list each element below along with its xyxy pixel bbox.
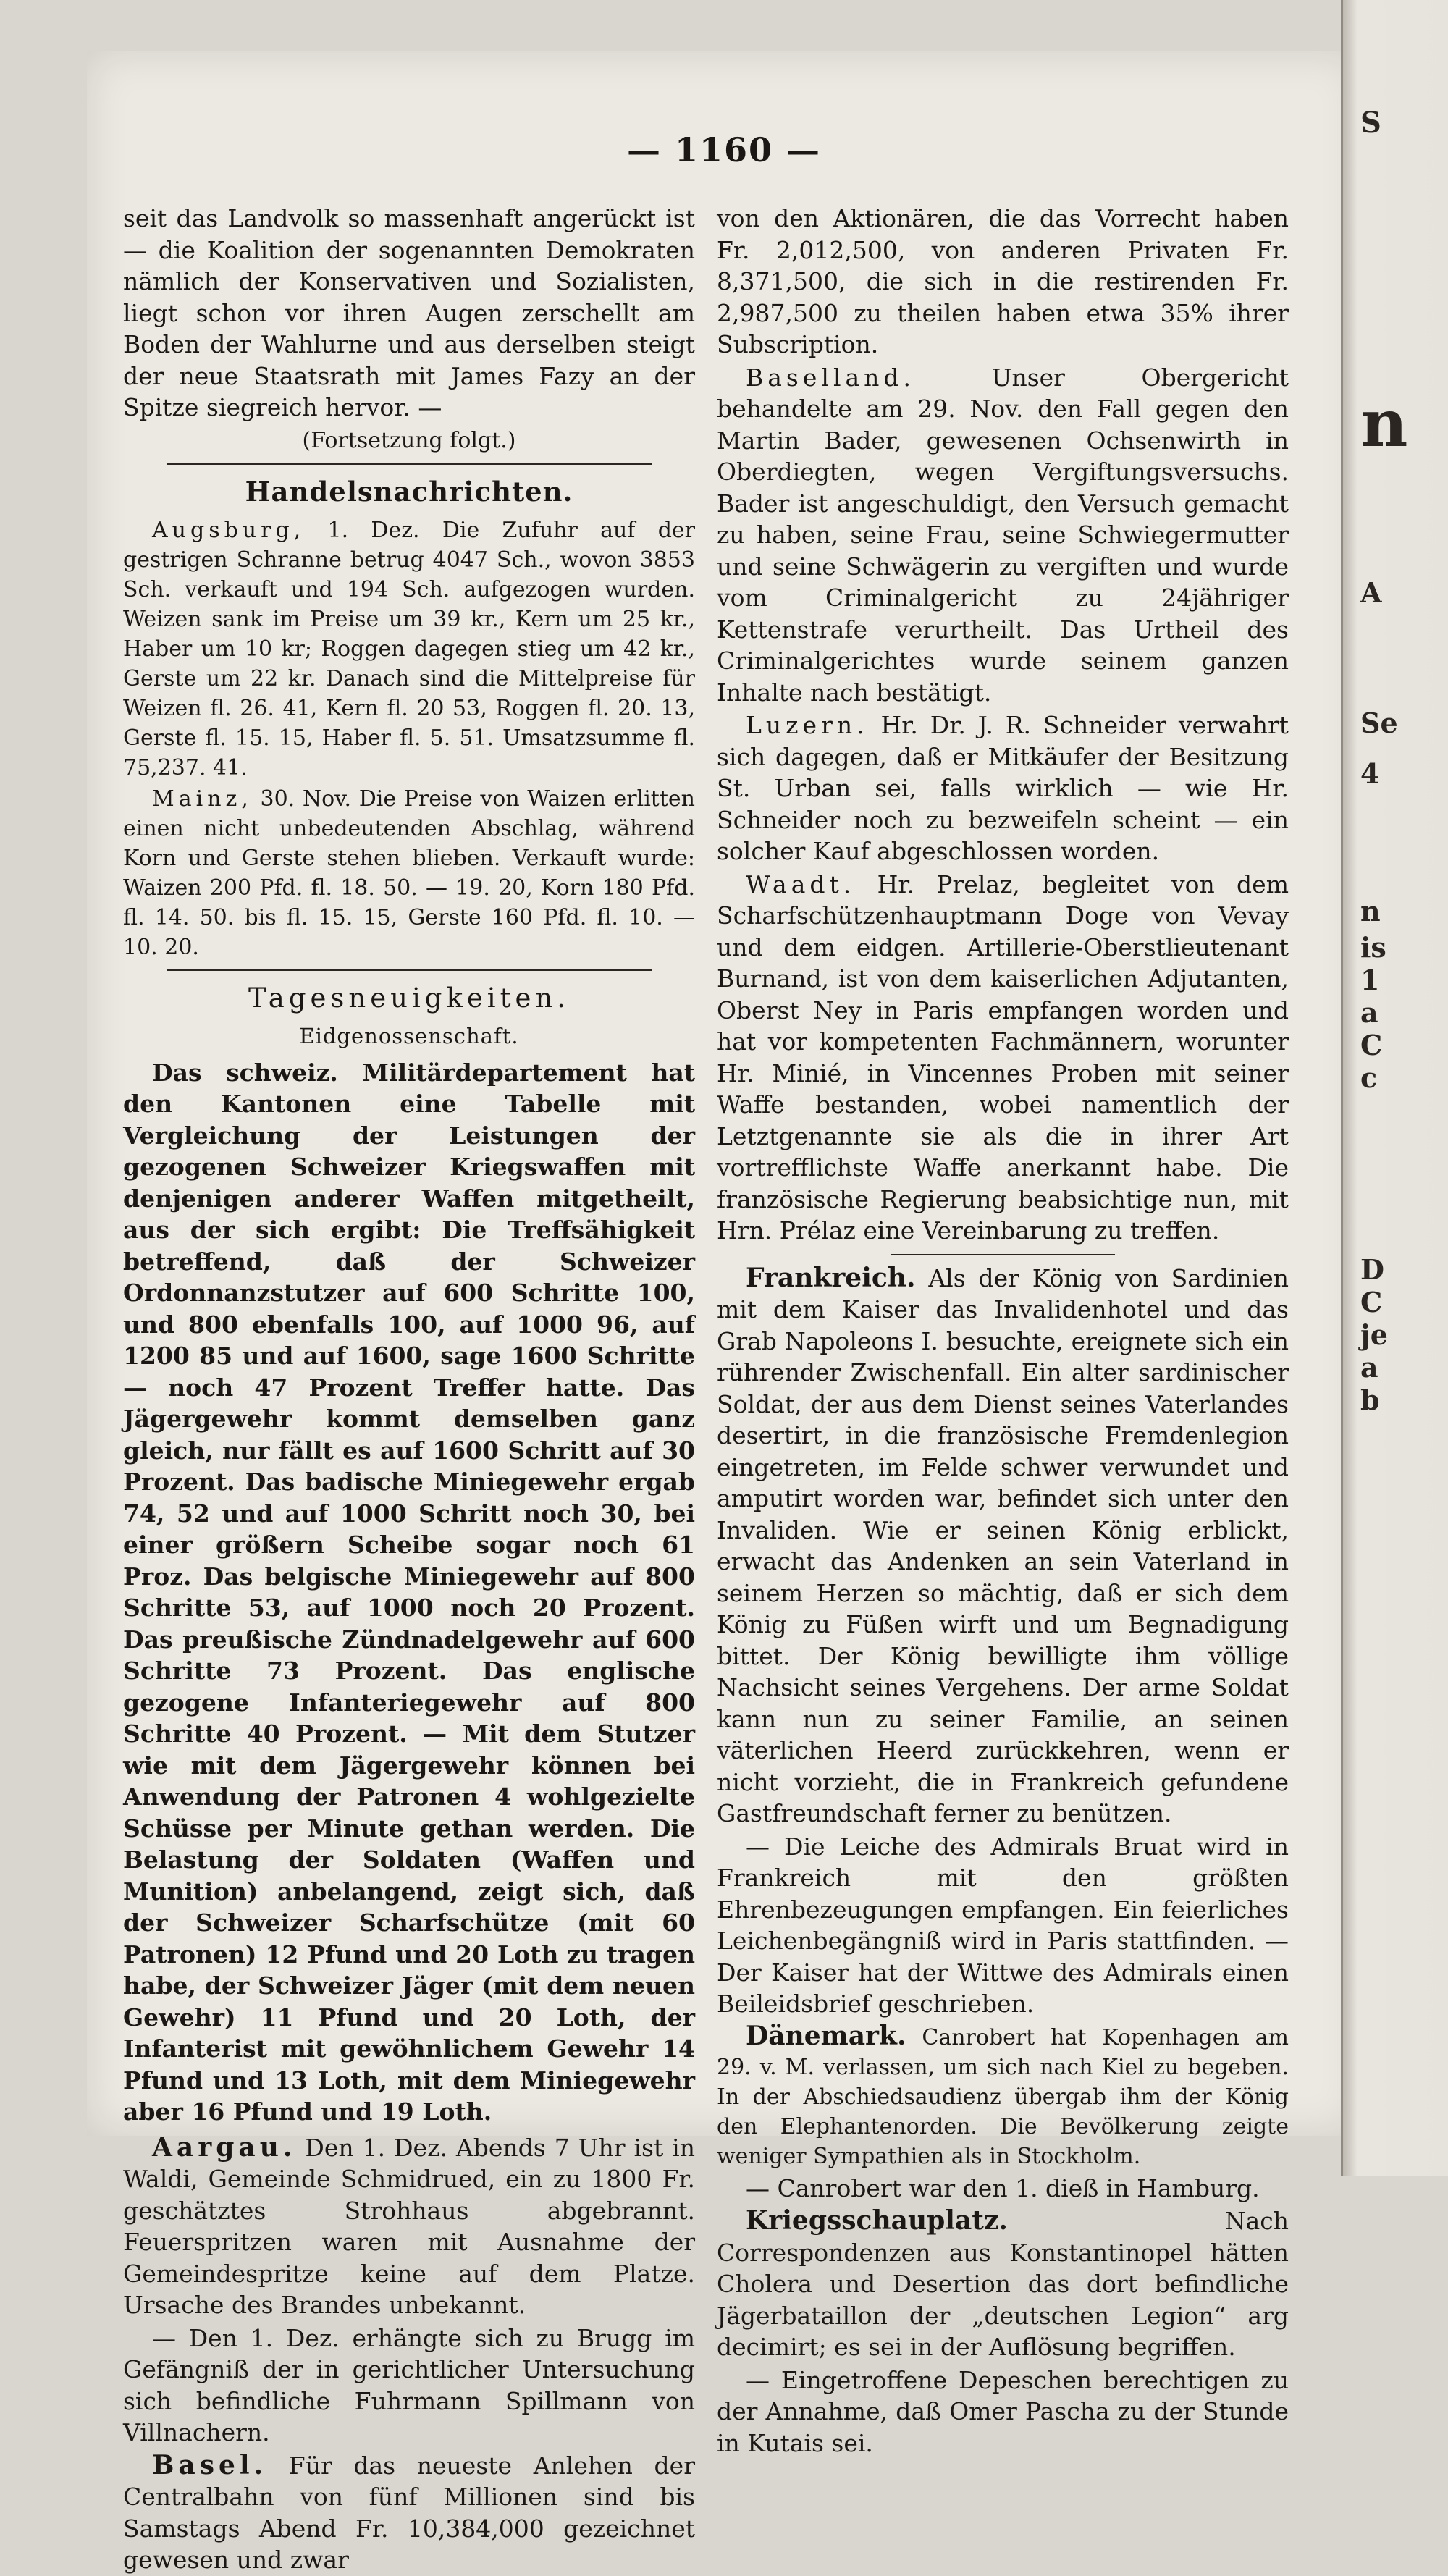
luzern-article — [717, 710, 1289, 867]
frag-3: Se — [1360, 707, 1398, 739]
waadt-place: Waadt. — [746, 870, 856, 898]
section-news-heading: Tagesneuigkeiten. — [248, 982, 570, 1014]
waadt-article — [717, 869, 1289, 1247]
france-text: Als der König von Sardinien mit dem Kaiser das Invalidenhotel und das Grab Napoleons I. besuchte, ereignete sich ein rührender Zwischenfall. Ein alter sardinischer Soldat, der aus dem Dienst seines Vaterlandes desertirt, in die französische Fremdenlegion eingetreten, im Felde schwer verwundet und amputirt worden war, befindet sich unter den Invaliden. Wie er seinen König erblickt, erwacht das Andenken an sein Vaterland in seinem Herzen so mächtig, daß er sich dem König zu Füßen wirft und um Begnadigung bittet. Der König bewilligte ihm völlige Nachsicht seines Vergehens. Der arme Soldat kann nun zu seiner Familie, an seinen väterlichen Heerd zurückkehren, wenn er nicht vorzieht, die in Frankreich gefundene Gastfreundschaft ferner zu benützen. — [717, 1263, 1289, 1827]
france-article — [717, 1263, 1289, 1830]
aargau-text: Den 1. Dez. Abends 7 Uhr ist in Waldi, Gemeinde Schmidrued, ein zu 1800 Fr. geschätztes Strohhaus abgebrannt. Feuerspritzen waren mit Ausnahme der Gemeindespritze keine auf dem Platze. Ursache des Brandes unbekannt. — [123, 2133, 695, 2319]
bruat-article: — Die Leiche des Admirals Bruat wird in Frankreich mit den größten Ehrenbezeugungen empfangen. Ein feierliches Leichenbegängniß wird in Paris stattfinden. — Der Kaiser hat der Wittwe des Admirals einen Beileidsbrief geschrieben. — [717, 1832, 1289, 2018]
subsection-heading: Eidgenossenschaft. — [299, 1024, 519, 1048]
frag-14: a — [1360, 1351, 1378, 1384]
continuation-text: seit das Landvolk so massenhaft angerückt ist — die Koalition der sogenannten Demokraten nämlich der Konservativen und Sozialisten, liegt schon vor ihren Augen zerschellt am Boden der Wahlurne und aus derselben steigt der neue Staatsrath mit James Fazy an der Spitze siegreich hervor. — — [123, 204, 695, 421]
basel-place: Basel. — [152, 2449, 268, 2480]
frag-5: n — [1360, 895, 1381, 927]
section-trade-heading: Handelsnachrichten. — [245, 476, 573, 508]
augsburg-article — [123, 515, 695, 783]
page-number: — 1160 — — [626, 130, 822, 169]
basel-continuation: von den Aktionären, die das Vorrecht haben Fr. 2,012,500, von anderen Privaten Fr. 8,371,500, die sich in die restirenden Fr. 2,987,500 zu theilen haben etwa 35% ihrer Subscription. — [717, 204, 1289, 358]
denmark-text: Canrobert hat Kopenhagen am 29. v. M. verlassen, um sich nach Kiel zu begeben. In der Abschiedsaudienz übergab ihm der König den Elephantenorden. Die Bevölkerung zeigte weniger Sympathien als in Stockholm. — [717, 2024, 1289, 2169]
aargau-place: Aargau. — [152, 2131, 297, 2163]
baselland-article — [717, 362, 1289, 709]
basel-article — [123, 2450, 695, 2576]
frag-0: S — [1360, 106, 1381, 140]
adjacent-page-fragment — [1341, 0, 1448, 2176]
frag-13: je — [1360, 1318, 1388, 1351]
frag-7: 1 — [1360, 964, 1380, 996]
frag-10: c — [1360, 1061, 1378, 1094]
war-place: Kriegsschauplatz. — [746, 2205, 1008, 2236]
denmark-place: Dänemark. — [746, 2020, 906, 2051]
baselland-text: Unser Obergericht behandelte am 29. Nov. den Fall gegen den Martin Bader, gewesenen Ochsenwirth in Oberdiegten, wegen Vergiftungsversuchs. Bader ist angeschuldigt, den Versuch gemacht zu haben, seine Frau, seine Schwiegermutter und seine Schwägerin zu vergiften und wurde vom Criminalgericht zu 24jähriger Kettenstrafe verurtheilt. Das Urtheil des Criminalgerichtes wurde seinem ganzen Inhalte nach bestätigt. — [717, 363, 1289, 707]
newspaper-page — [87, 51, 1361, 2574]
frag-11: D — [1360, 1253, 1384, 1286]
frag-1: n — [1360, 385, 1408, 462]
aargau-article — [123, 2132, 695, 2321]
right-column — [717, 203, 1289, 2457]
war-text: Nach Correspondenzen aus Konstantinopel hätten Cholera und Desertion das dort befindliche Jägerbataillon der „deutschen Legion“ arg decimirt; es sei in der Auflösung begriffen. — [717, 2207, 1289, 2361]
frag-2: A — [1360, 576, 1382, 609]
augsburg-place: Augsburg, — [152, 517, 306, 543]
augsburg-text: 1. Dez. Die Zufuhr auf der gestrigen Schranne betrug 4047 Sch., wovon 3853 Sch. verkauft und 194 Sch. aufgezogen wurden. Weizen sank im Preise um 39 kr., Kern um 25 kr., Haber um 10 kr; Roggen dagegen stieg um 42 kr., Gerste um 22 kr. Danach sind die Mittelpreise für Weizen fl. 26. 41, Kern fl. 20 53, Roggen fl. 20. 13, Gerste fl. 15. 15, Haber fl. 5. 51. Umsatzsumme fl. 75,237. 41. — [123, 517, 695, 780]
denmark-article — [717, 2021, 1289, 2171]
divider — [167, 463, 652, 465]
war-article — [717, 2205, 1289, 2363]
continued-note: (Fortsetzung folgt.) — [302, 427, 516, 453]
france-place: Frankreich. — [746, 1262, 916, 1293]
luzern-place: Luzern. — [746, 711, 869, 739]
frag-4: 4 — [1360, 757, 1380, 790]
frag-9: C — [1360, 1029, 1383, 1061]
frag-8: a — [1360, 996, 1378, 1029]
divider — [167, 969, 652, 971]
brugg-article: — Den 1. Dez. erhängte sich zu Brugg im Gefängniß der in gerichtlicher Untersuchung sich befindliche Fuhrmann Spillmann von Villnachern. — [123, 2323, 695, 2446]
frag-15: b — [1360, 1384, 1380, 1416]
frag-6: is — [1360, 931, 1386, 964]
mainz-article — [123, 784, 695, 962]
luzern-text: Hr. Dr. J. R. Schneider verwahrt sich dagegen, daß er Mitkäufer der Besitzung St. Urban sei, falls wirklich — wie Hr. Schneider noch zu bezweifeln scheint — ein solcher Kauf abgeschlossen worden. — [717, 711, 1289, 865]
mainz-text: 30. Nov. Die Preise von Waizen erlitten einen nicht unbedeutenden Abschlag, während Korn und Gerste stehen blieben. Verkauft wurde: Waizen 200 Pfd. fl. 18. 50. — 19. 20, Korn 180 Pfd. fl. 14. 50. bis fl. 15. 15, Gerste 160 Pfd. fl. 10. — 10. 20. — [123, 786, 695, 960]
frag-12: C — [1360, 1286, 1383, 1318]
hamburg-article: — Canrobert war den 1. dieß in Hamburg. — [746, 2173, 1260, 2202]
military-article: Das schweiz. Militärdepartement hat den Kantonen eine Tabelle mit Vergleichung der Leistungen der gezogenen Schweizer Kriegswaffen mit denjenigen anderer Waffen mitgetheilt, aus der sich ergibt: Die Treffsähigkeit betreffend, daß der Schweizer Ordonnanzstutzer auf 600 Schritte 100, und 800 ebenfalls 100, auf 1000 96, auf 1200 85 und auf 1600, sage 1600 Schritte — noch 47 Prozent Treffer hatte. Das Jägergewehr kommt demselben ganz gleich, nur fällt es auf 1600 Schritt auf 30 Prozent. Das badische Miniegewehr ergab 74, 52 und auf 1000 Schritt noch 30, bei einer größern Scheibe sogar noch 61 Proz. Das belgische Miniegewehr auf 800 Schritte 53, auf 1000 noch 20 Prozent. Das preußische Zündnadelgewehr auf 600 Schritte 73 Prozent. Das englische gezogene Infanteriegewehr auf 800 Schritte 40 Prozent. — Mit dem Stutzer wie mit dem Jägergewehr können bei Anwendung der Patronen 4 wohlgezielte Schüsse per Minute gethan werden. Die Belastung der Soldaten (Waffen und Munition) anbelangend, zeigt sich, daß der Schweizer Scharfschütze (mit 60 Patronen) 12 Pfund und 20 Loth zu tragen habe, der Schweizer Jäger (mit dem neuen Gewehr) 11 Pfund und 20 Loth, der Infanterist mit gewöhnlichem Gewehr 14 Pfund und 13 Loth, mit dem Miniegewehr aber 16 Pfund und 19 Loth. — [123, 1058, 695, 2126]
baselland-place: Baselland. — [746, 363, 916, 392]
waadt-text: Hr. Prelaz, begleitet von dem Scharfschützenhauptmann Doge von Vevay und dem eidgen. Artillerie-Oberstlieutenant Burnand, ist von dem kaiserlichen Adjutanten, Oberst Ney in Paris empfangen worden und hat vor kompetenten Fachmännern, worunter Hr. Minié, in Vincennes Proben mit seiner Waffe bestanden, wobei namentlich der Letztgenannte sie als die in ihrer Art vortrefflichste Waffe anerkannt habe. Die französische Regierung beabsichtige nun, mit Hrn. Prélaz eine Vereinbarung zu treffen. — [717, 870, 1289, 1245]
basel-text: Für das neueste Anlehen der Centralbahn von fünf Millionen sind bis Samstags Abend Fr. 10,384,000 gezeichnet gewesen und zwar — [123, 2451, 695, 2574]
left-column — [123, 203, 695, 2574]
mainz-place: Mainz, — [152, 786, 253, 812]
divider — [891, 1254, 1115, 1255]
depeschen-article: — Eingetroffene Depeschen berechtigen zu der Annahme, daß Omer Pascha zu der Stunde in Kutais sei. — [717, 2365, 1289, 2457]
